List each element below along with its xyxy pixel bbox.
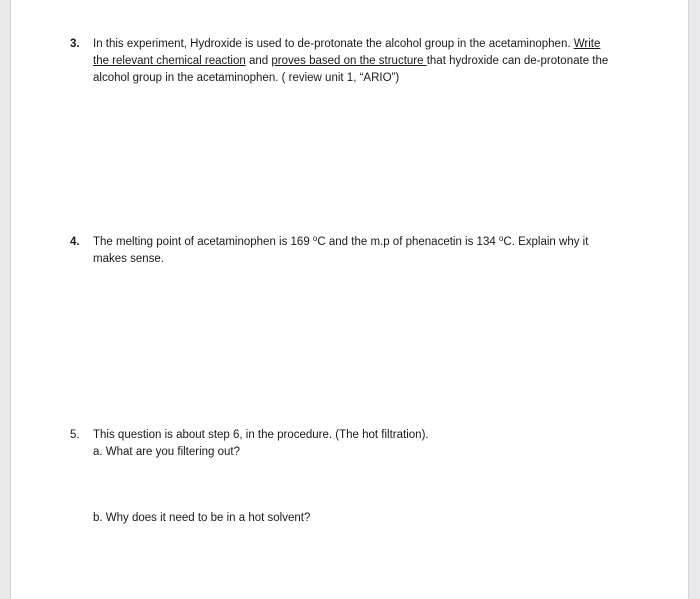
- question-4-line-2: makes sense.: [93, 253, 164, 265]
- question-5-line-1: This question is about step 6, in the procedure. (The hot filtration).: [93, 429, 429, 441]
- question-3-line-3: alcohol group in the acetaminophen. ( review unit 1, “ARIO”): [93, 72, 400, 84]
- degree-symbol: o: [498, 234, 504, 243]
- question-5-number: 5.: [70, 429, 80, 441]
- degree-symbol: o: [312, 234, 318, 243]
- question-3-line-1: In this experiment, Hydroxide is used to de-protonate the alcohol group in the acetaminophen. Write: [93, 38, 601, 50]
- question-3-line-2: the relevant chemical reaction and proves based on the structure that hydroxide can de-protonate the: [93, 55, 609, 67]
- question-5-part-a: a. What are you filtering out?: [93, 446, 241, 458]
- document-page: [10, 0, 689, 599]
- underlined-proves-structure: proves based on the structure: [271, 55, 427, 67]
- underlined-chemical-reaction: the relevant chemical reaction: [93, 55, 246, 67]
- question-5-text: [93, 427, 653, 461]
- question-3-number: 3.: [70, 38, 80, 50]
- question-4-line-1: The melting point of acetaminophen is 169 $^o$C and the m.p of phenacetin is 134 $^o$C. Explain why it: [93, 234, 589, 248]
- question-3-text: [93, 36, 653, 87]
- question-4-number: 4.: [70, 236, 80, 248]
- underlined-write: Write: [573, 38, 601, 50]
- question-4-text: [93, 234, 653, 268]
- question-5-part-b: b. Why does it need to be in a hot solvent?: [93, 512, 311, 524]
